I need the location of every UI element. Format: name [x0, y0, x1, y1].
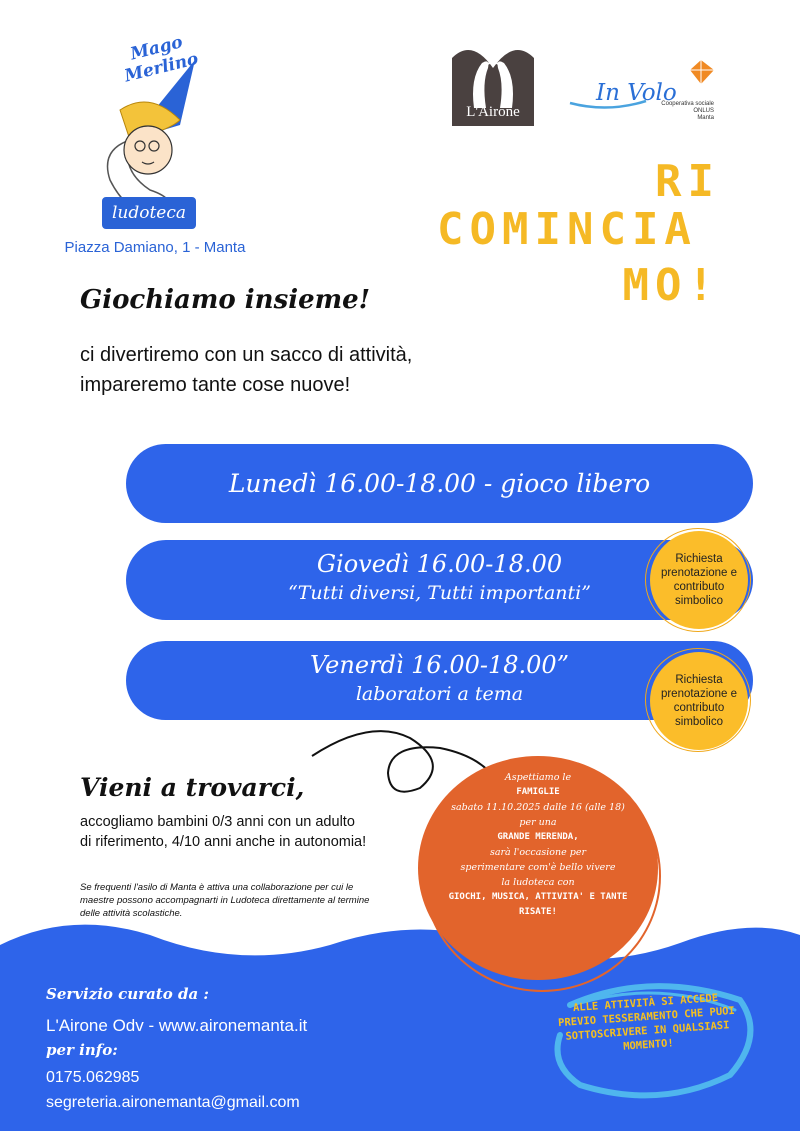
visit-note: Se frequenti l'asilo di Manta è attiva una collaborazione per cui le maestre possono accompagnarti in Ludoteca direttamente al termine delle attività scolastiche.	[80, 882, 370, 919]
ludoteca-badge: ludoteca	[102, 197, 196, 229]
involo-title: In Volo	[596, 80, 677, 106]
service-label: Servizio curato da :	[46, 985, 209, 1003]
info-label: per info:	[46, 1041, 118, 1059]
event-line: sperimentare com'è bello vivere	[460, 862, 616, 873]
address: Piazza Damiano, 1 - Manta	[64, 239, 246, 256]
schedule-monday	[126, 444, 753, 523]
involo-kite-icon	[686, 58, 716, 88]
event-circle	[418, 756, 658, 980]
involo-subtitle-line-1: Cooperativa sociale ONLUS	[661, 101, 714, 114]
event-line: per una	[519, 817, 557, 828]
headline-line-1: RI	[655, 156, 720, 207]
event-line: Aspettiamo le	[504, 772, 572, 783]
intro-line-2: impareremo tante cose nuove!	[80, 374, 351, 396]
headline-line-2: COMINCIA	[437, 204, 697, 255]
intro-line-1: ci divertiremo con un sacco di attività,	[80, 344, 413, 366]
airone-label: L'Airone	[466, 104, 520, 120]
event-line: GIOCHI, MUSICA, ATTIVITA' E TANTE	[448, 892, 628, 902]
involo-subtitle-line-2: Manta	[697, 115, 714, 121]
booking-sticker-friday: Richiesta prenotazione e contributo simbolico	[650, 652, 748, 750]
phone-number[interactable]: 0175.062985	[46, 1069, 140, 1086]
involo-swoosh	[568, 96, 648, 110]
schedule-thursday-time: Giovedì 16.00-18.00	[316, 550, 563, 578]
organization-website[interactable]: L'Airone Odv - www.aironemanta.it	[46, 1016, 308, 1035]
schedule-friday-time: Venerdì 16.00-18.00”	[310, 651, 569, 679]
email-address[interactable]: segreteria.aironemanta@gmail.com	[46, 1094, 300, 1111]
booking-sticker-thursday: Richiesta prenotazione e contributo simbolico	[650, 531, 748, 629]
event-line: sarà l'occasione per	[489, 847, 587, 858]
event-line: FAMIGLIE	[516, 787, 560, 797]
event-line: RISATE!	[519, 907, 557, 917]
visit-title: Vieni a trovarci,	[80, 773, 305, 802]
headline-line-3: MO!	[622, 260, 720, 311]
involo-subtitle	[648, 101, 714, 122]
schedule-thursday-subtitle: “Tutti diversi, Tutti importanti”	[288, 582, 591, 604]
schedule-friday-subtitle: laboratori a tema	[355, 683, 524, 705]
intro-text	[80, 340, 540, 400]
intro-title: Giochiamo insieme!	[80, 285, 371, 315]
event-date: sabato 11.10.2025 dalle 16 (alle 18)	[451, 802, 625, 813]
schedule-monday-text: Lunedì 16.00-18.00 - gioco libero	[228, 469, 651, 498]
membership-note: ALLE ATTIVITÀ SI ACCEDE PREVIO TESSERAMENTO CHE PUOI SOTTOSCRIVERE IN QUALSIASI MOMENTO!	[557, 991, 736, 1053]
event-line: GRANDE MERENDA,	[497, 832, 579, 842]
mago-merlino-title: Mago Merlino	[122, 32, 201, 87]
event-line: la ludoteca con	[501, 877, 575, 888]
visit-text: accogliamo bambini 0/3 anni con un adulto di riferimento, 4/10 anni anche in autonomia!	[80, 814, 367, 850]
